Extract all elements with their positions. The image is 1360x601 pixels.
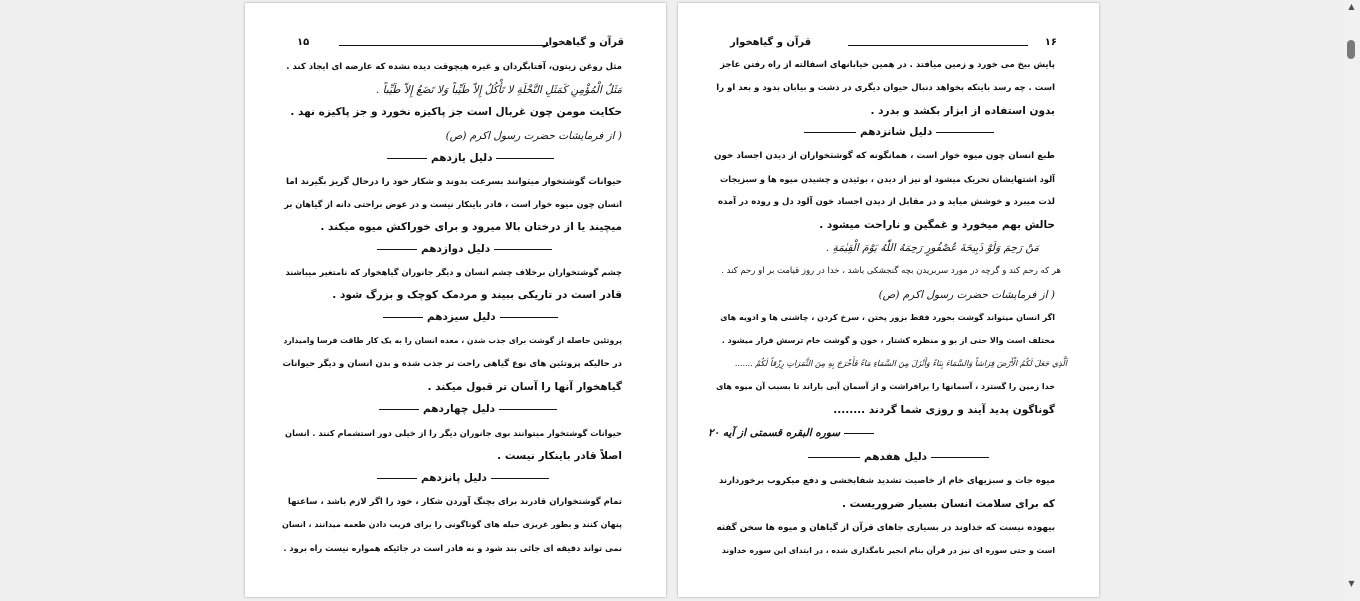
text-line: اصلاً قادر باینکار نیست . [497, 450, 622, 462]
section-heading: دلیل یازدهم [383, 152, 558, 166]
text-line: پایش بیخ می خورد و زمین میافتد . در همین خیابانهای اسفالته از راه رفتن عاجز [720, 60, 1055, 70]
page-header [730, 37, 1057, 57]
text-line: چشم گوشتخواران برخلاف چشم انسان و دیگر جانوران گیاهخوار که نامتغیر میباشند [285, 267, 622, 277]
section-heading: دلیل چهاردهم [375, 403, 561, 417]
page-16 [678, 3, 1099, 597]
text-line: قادر است در تاریکی ببیند و مردمک کوچک و بزرگ شود . [332, 289, 622, 301]
page-number: ۱۵ [297, 37, 310, 48]
quran-verse-line: اَلَّذِي جَعَلَ لَكُمُ الْأَرْضَ فِرَاشاً وَالسَّمَاءَ بِنَاءً وَأَنْزَلَ مِنَ السَّمَاءِ مَاءً فَأَخْرَجَ بِهِ مِنَ الثَّمَرَاتِ رِزْقاً لَكُمْ ....... [734, 359, 1067, 368]
section-heading: دلیل دوازدهم [373, 243, 556, 257]
scroll-down-icon[interactable]: ▼ [1348, 579, 1355, 588]
text-line: گوناگون پدید آیند و روزی شما گردند ........ [833, 404, 1055, 416]
text-line: آلود اشتهایشان تحریک میشود او نیز از دیدن ، بوئیدن و چشیدن میوه ها و سبزیجات [720, 174, 1055, 184]
text-line: نمی تواند دقیقه ای جائی بند شود و نه قادر است در جائیکه همواره نیست راه برود . [283, 543, 622, 553]
text-line: پروتئین حاصله از گوشت برای جذب شدن ، معده انسان را به یک کار طاقت فرسا وامیدارد [283, 336, 622, 345]
text-line: مختلف است والا حتی از بو و منظره کشتار ، خون و گوشت خام ترسش فرار میشود . [721, 336, 1055, 345]
text-line-small: هر که رحم کند و گرچه در مورد سربریدن بچه گنجشکی باشد ، خدا در روز قیامت بر او رحم کند . [721, 266, 1061, 276]
text-line: اگر انسان میتواند گوشت بخورد فقط بزور پختن ، سرخ کردن ، چاشنی ها و ادویه های [720, 313, 1055, 322]
text-line: حالش بهم میخورد و غمگین و ناراحت میشود . [819, 219, 1055, 231]
hadith-line: مَنْ رَحِمَ وَلَوْ ذَبِيحَةَ عُصْفُورٍ رَحِمَهُ اللّٰهُ يَوْمَ الْقِيٰمَةِ . [825, 242, 1039, 254]
vertical-scrollbar[interactable] [1343, 0, 1360, 601]
text-line: گیاهخوار آنها را آسان تر قبول میکند . [427, 381, 622, 393]
text-line: است و حتی سوره ای نیز در قرآن بنام انجیر نامگذاری شده ، در ابتدای این سوره خداوند [721, 546, 1055, 555]
text-line: تمام گوشتخواران قادرند برای بچنگ آوردن شکار ، خود را اگر لازم باشد ، ساعتها [287, 497, 622, 507]
text-line: بیهوده نیست که خداوند در بسیاری جاهای قرآن از گیاهان و میوه ها سخن گفته [716, 523, 1055, 533]
text-line: میچیند یا از درختان بالا میرود و برای خوراکش میوه میکند . [320, 221, 622, 233]
header-rule [339, 45, 549, 46]
text-line: مثل روغن زیتون، آفتابگردان و غیره هیچوقت دیده نشده که عارضه ای ایجاد کند . [286, 62, 622, 72]
running-title: قرآن و گیاهخوار [730, 37, 812, 48]
text-line: پنهان کنند و بطور غریزی حیله های گوناگونی را برای فریب دادن طعمه میدانند ، انسان [282, 520, 622, 529]
text-line: بدون استفاده از ابزار بکشد و بدرد . [870, 105, 1055, 117]
text-line: در حالیکه پروتئین های نوع گیاهی راحت تر جذب شده و بدن انسان و دیگر حیوانات [282, 359, 622, 369]
text-line: حکایت مومن چون غربال است جز پاکیزه نخورد و جز پاکیزه نهد . [290, 106, 622, 118]
citation-line: ( از فرمایشات حضرت رسول اکرم (ص) [878, 289, 1055, 301]
scroll-up-icon[interactable]: ▲ [1348, 2, 1355, 11]
section-heading: دلیل پانزدهم [373, 472, 553, 486]
text-line: حیوانات گوشتخوار میتوانند بسرعت بدوند و شکار خود را درحال گریز بگیرند اما [286, 177, 622, 187]
header-rule [848, 45, 1028, 46]
text-line: که برای سلامت انسان بسیار ضروریست . [841, 498, 1055, 510]
running-title: قرآن و گیاهخوار [542, 37, 624, 48]
text-line: لذت میبرد و خوشش میاید و در مقابل از دیدن اجساد خون آلود دل و روده در آمده [717, 197, 1055, 207]
section-heading: دلیل شانزدهم [800, 126, 998, 140]
text-line: طبع انسان چون میوه خوار است ، همانگونه که گوشتخواران از دیدن اجساد خون [714, 151, 1055, 161]
hadith-line: مَثَلُ الْمُؤْمِنِ كَمَثَلِ النَّخْلَةِ لا تَأْكُلُ إِلاّ طَيِّباً وَلا تَضَعُ إِلاّ طَيِّباً . [375, 84, 622, 96]
text-line: حیوانات گوشتخوار میتوانند بوی جانوران دیگر را از خیلی دور استشمام کنند . انسان [285, 428, 622, 438]
citation-line: ( از فرمایشات حضرت رسول اکرم (ص) [445, 130, 622, 142]
surah-reference: سوره البقره قسمتی از آیه ۲۰ [708, 427, 878, 441]
page-15 [245, 3, 666, 597]
text-line: خدا زمین را گسترد ، آسمانها را برافراشت و از آسمان آبی باراند تا بسبب آن میوه های [716, 382, 1055, 391]
section-heading: دلیل سیزدهم [379, 311, 562, 325]
page-number: ۱۶ [1044, 37, 1057, 48]
text-line: انسان چون میوه خوار است ، قادر باینکار نیست و در عوض براحتی دانه از گیاهان بر [284, 199, 622, 209]
section-heading: دلیل هفدهم [804, 451, 993, 465]
text-line: میوه جات و سبزیهای خام از خاصیت تشدید شفابخشی و دفع میکروب برخوردارند [719, 476, 1055, 486]
text-line: است . چه رسد باینکه بخواهد دنبال حیوان دیگری در دشت و بیابان بدود و بعد او را [716, 83, 1055, 93]
page-header [297, 37, 624, 57]
scrollbar-thumb[interactable] [1347, 40, 1355, 59]
